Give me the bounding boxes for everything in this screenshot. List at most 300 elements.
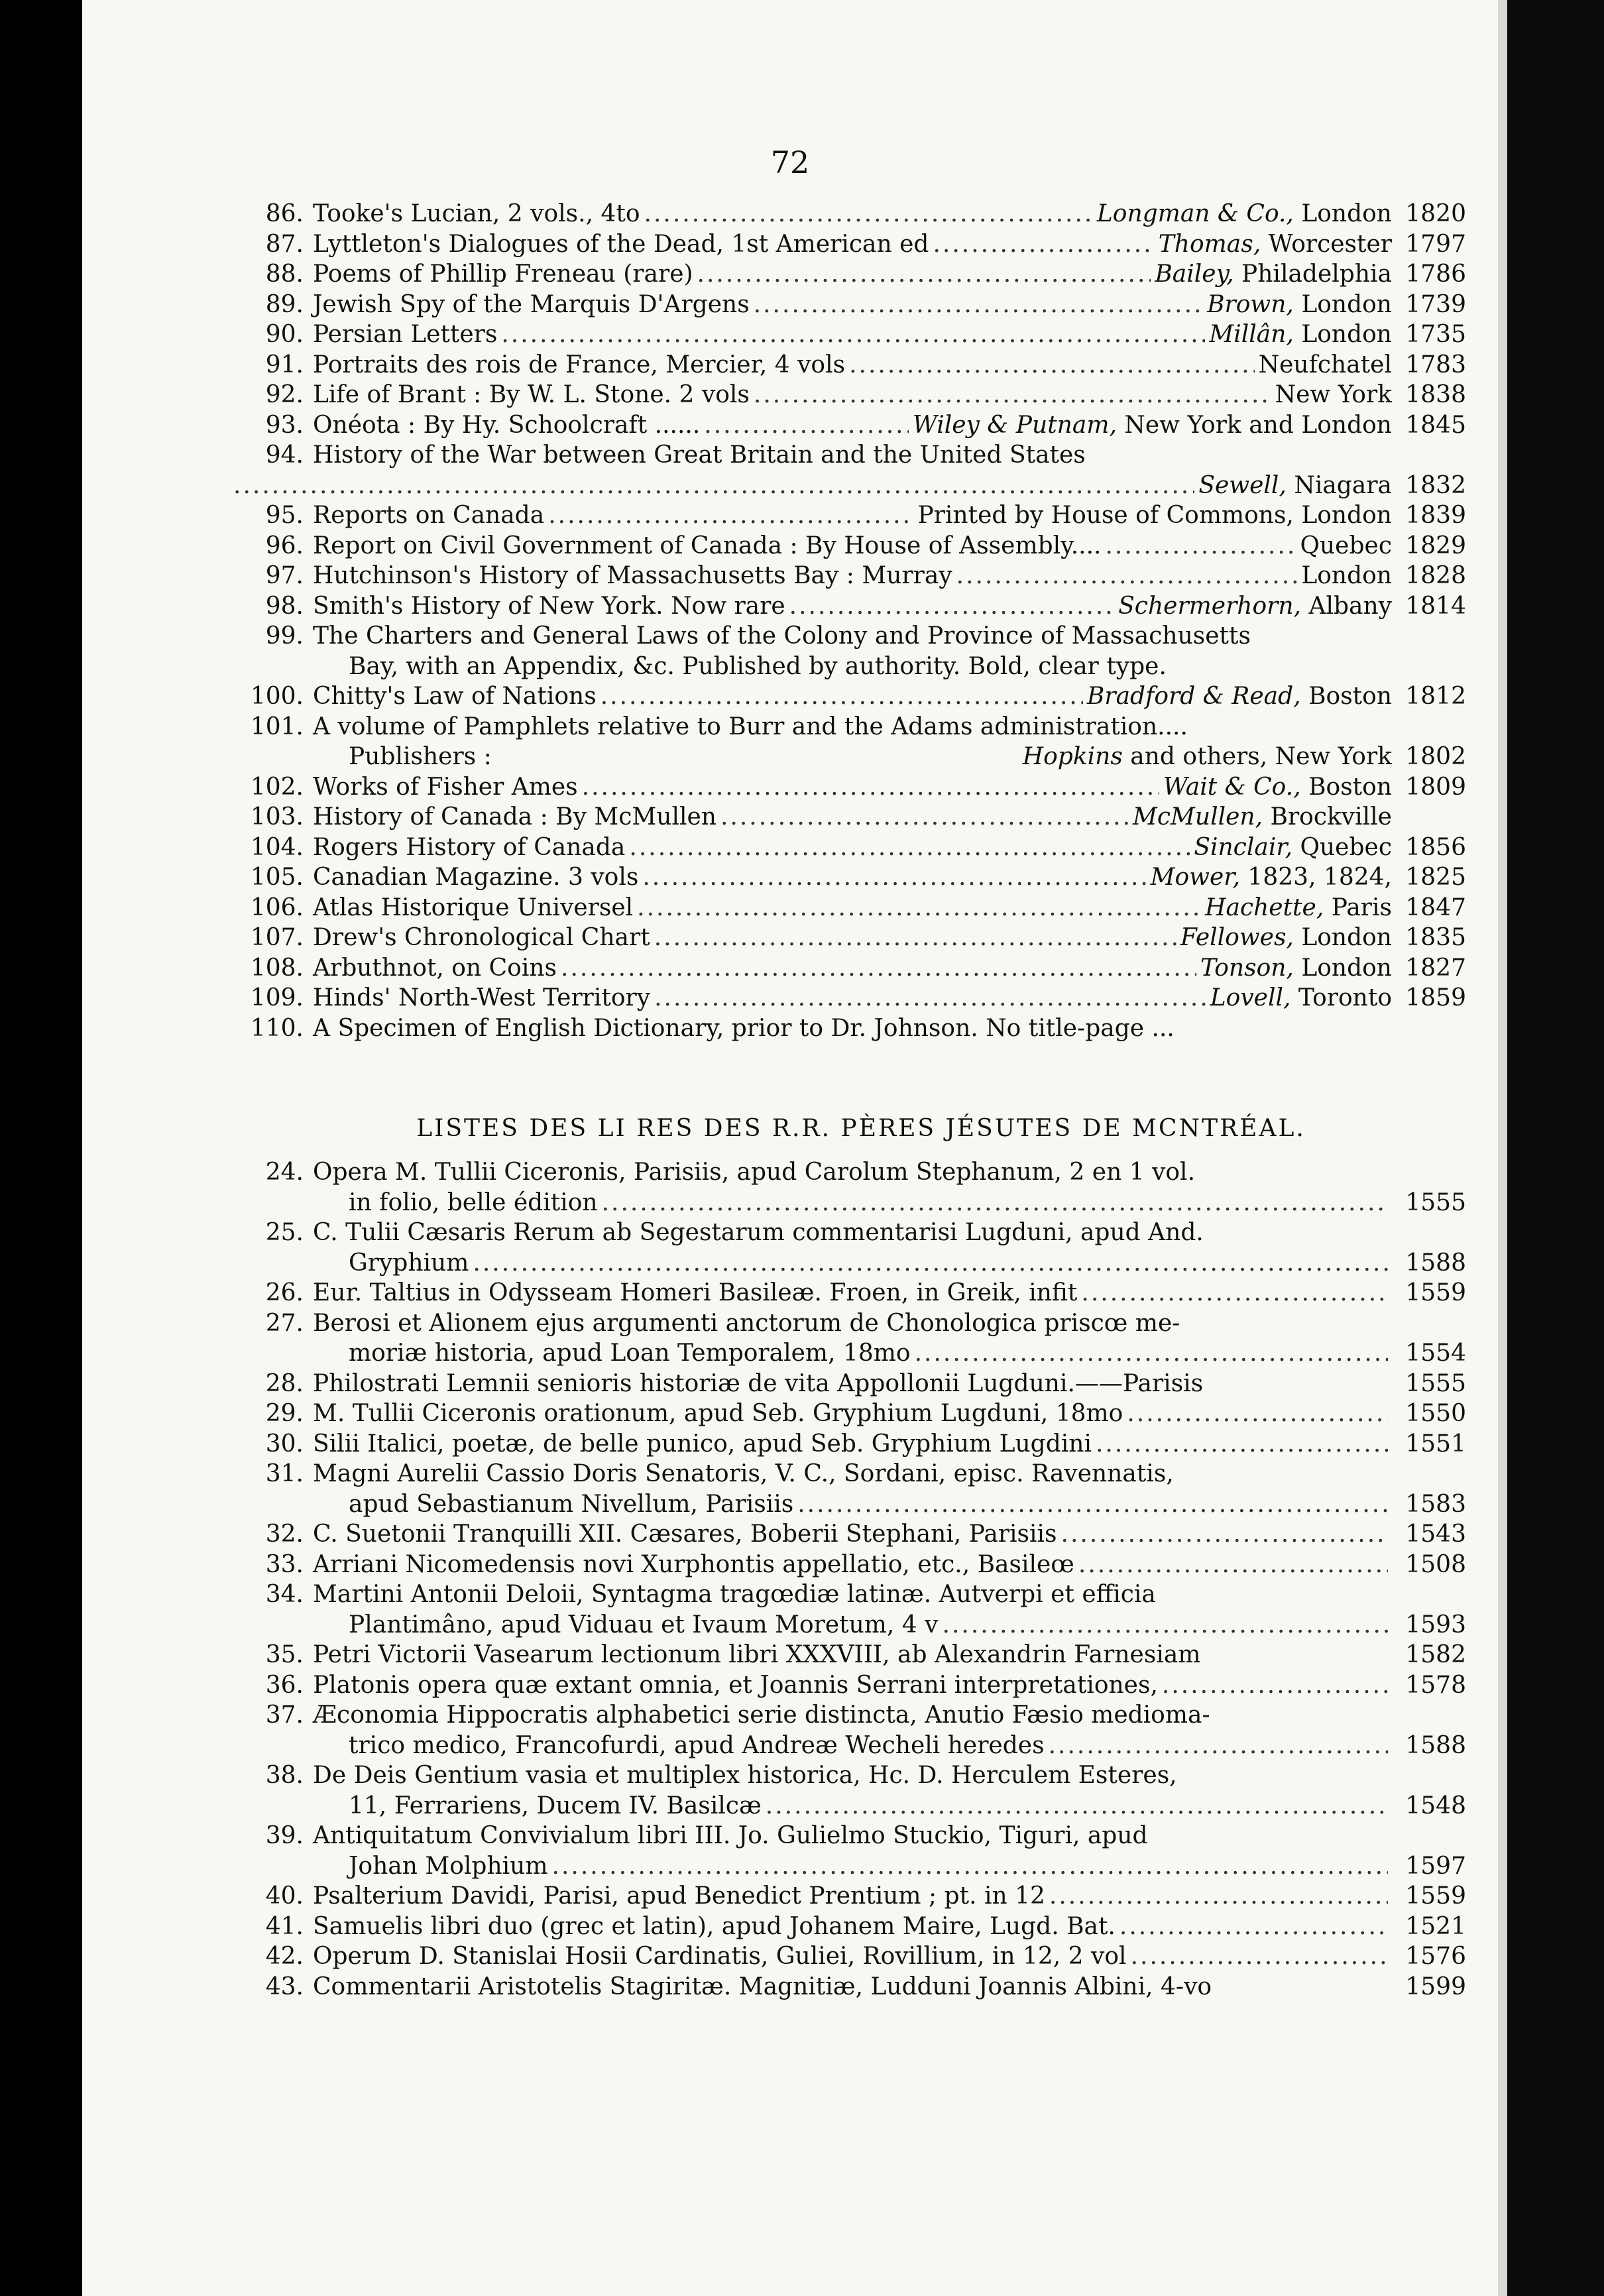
entry-title: Berosi et Alionem ejus argumenti anctorum de Chonologica priscœ me- <box>313 1309 1180 1337</box>
entry-year: 1550 <box>1405 1400 1466 1427</box>
publisher-place: Brockville <box>1263 803 1392 831</box>
entry-publisher <box>1180 923 1392 953</box>
entry-title: Magni Aurelii Cassio Doris Senatoris, V. C., Sordani, episc. Ravennatis, <box>313 1460 1174 1487</box>
list-entry <box>229 290 1466 320</box>
entry-number: 33. <box>265 1550 304 1578</box>
entry-publisher <box>1198 471 1392 501</box>
entry-title: trico medico, Francofurdi, apud Andreæ Wecheli heredes <box>349 1731 1045 1759</box>
entry-year: 1814 <box>1405 592 1466 620</box>
list-entry <box>229 1972 1466 2002</box>
entry-number: 106. <box>250 893 304 921</box>
entry-number: 92. <box>265 381 304 408</box>
dot-leader <box>849 350 1254 380</box>
entry-title: Bay, with an Appendix, &c. Published by authority. Bold, clear type. <box>349 652 1167 680</box>
publisher-place: 1823, 1824, <box>1239 864 1392 891</box>
dot-leader <box>654 983 1206 1013</box>
entry-title: Atlas Historique Universel <box>313 893 634 921</box>
dot-leader <box>561 953 1196 984</box>
entry-title: C. Suetonii Tranquilli XII. Cæsares, Boberii Stephani, Parisiis <box>313 1521 1057 1548</box>
entry-number: 100. <box>250 683 304 710</box>
dot-leader <box>956 561 1298 591</box>
entry-number: 86. <box>265 200 304 227</box>
entry-year: 1820 <box>1405 200 1466 227</box>
dot-leader <box>601 681 1083 712</box>
list-entry <box>229 561 1466 591</box>
list-entry <box>229 1941 1466 1972</box>
publisher-name: Tonson, <box>1200 954 1294 982</box>
scan-border <box>1498 0 1604 2296</box>
entry-title: Operum D. Stanislai Hosii Cardinatis, Guliei, Rovillium, in 12, 2 vol <box>313 1943 1127 1970</box>
entry-year: 1739 <box>1405 290 1466 318</box>
list-entry <box>229 1791 1466 1821</box>
entry-year: 1597 <box>1405 1852 1466 1880</box>
dot-leader <box>233 471 1194 501</box>
entry-title: Report on Civil Government of Canada : By House of Assembly.... <box>313 532 1102 559</box>
entry-number: 109. <box>250 984 304 1011</box>
dot-leader <box>1105 531 1296 561</box>
entry-year: 1838 <box>1405 381 1466 408</box>
entry-number: 41. <box>265 1912 304 1940</box>
entry-title: Reports on Canada <box>313 502 545 529</box>
entry-number: 26. <box>265 1279 304 1306</box>
entry-year: 1559 <box>1405 1882 1466 1910</box>
entry-title: Samuelis libri duo (grec et latin), apud Johanem Maire, Lugd. Bat. <box>313 1912 1116 1940</box>
entry-title: Commentarii Aristotelis Stagiritæ. Magnitiæ, Ludduni Joannis Albini, 4-vo <box>313 1973 1212 2000</box>
entry-title: C. Tulii Cæsaris Rerum ab Segestarum commentarisi Lugduni, apud And. <box>313 1219 1204 1246</box>
entry-title: Rogers History of Canada <box>313 833 626 861</box>
entry-publisher <box>1209 319 1392 350</box>
entry-year: 1578 <box>1405 1671 1466 1699</box>
publisher-name: McMullen, <box>1133 803 1263 831</box>
entry-year: 1828 <box>1405 562 1466 589</box>
entry-publisher <box>1210 983 1392 1013</box>
entry-title: The Charters and General Laws of the Colony and Province of Massachusetts <box>313 622 1251 650</box>
publisher-name: Wait & Co., <box>1163 773 1301 801</box>
entry-year: 1582 <box>1405 1641 1466 1668</box>
entry-number: 91. <box>265 351 304 378</box>
entry-year: 1827 <box>1405 954 1466 982</box>
publisher-name: Longman & Co., <box>1096 200 1294 227</box>
entry-year: 1797 <box>1405 230 1466 258</box>
list-entry <box>229 923 1466 953</box>
dot-leader <box>654 923 1176 953</box>
entry-number: 97. <box>265 562 304 589</box>
entry-number: 27. <box>265 1309 304 1337</box>
entry-title: Arbuthnot, on Coins <box>313 954 557 982</box>
dot-leader <box>1096 1429 1388 1460</box>
publisher-place: Printed by House of Commons, London <box>917 502 1392 529</box>
list-entry <box>229 410 1466 441</box>
entry-number: 38. <box>265 1762 304 1789</box>
dot-leader <box>637 893 1201 923</box>
entry-publisher <box>1259 350 1392 380</box>
entry-title: Martini Antonii Deloii, Syntagma tragœdiæ latinæ. Autverpi et efficia <box>313 1581 1156 1608</box>
entry-title: Tooke's Lucian, 2 vols., 4to <box>313 200 640 227</box>
list-entry <box>229 1459 1466 1489</box>
entry-publisher <box>917 500 1392 531</box>
dot-leader <box>704 410 909 441</box>
list-entry <box>229 1700 1466 1731</box>
entry-year: 1599 <box>1405 1973 1466 2000</box>
entry-title: Persian Letters <box>313 321 498 348</box>
list-entry <box>229 440 1466 471</box>
list-entry <box>229 802 1466 832</box>
entry-year: 1783 <box>1405 351 1466 378</box>
entry-publisher <box>1151 862 1392 893</box>
entry-number: 25. <box>265 1219 304 1246</box>
entry-title: Smith's History of New York. Now rare <box>313 592 785 620</box>
entry-title: Jewish Spy of the Marquis D'Argens <box>313 290 750 318</box>
entry-title: apud Sebastianum Nivellum, Parisiis <box>349 1490 794 1518</box>
list-entry <box>229 681 1466 712</box>
dot-leader <box>1049 1881 1388 1912</box>
publisher-place: Neufchatel <box>1258 351 1392 378</box>
entry-publisher <box>913 410 1392 441</box>
entry-publisher <box>1200 953 1392 984</box>
entry-year: 1829 <box>1405 532 1466 559</box>
entry-number: 103. <box>250 803 304 831</box>
entry-number: 102. <box>250 773 304 801</box>
entry-title: 11, Ferrariens, Ducem IV. Basilcæ <box>349 1792 762 1819</box>
publisher-name: Wiley & Putnam, <box>912 411 1117 439</box>
list-entry <box>229 862 1466 893</box>
list-entry <box>229 893 1466 923</box>
publisher-name: Hopkins <box>1022 743 1123 770</box>
publisher-place: Albany <box>1301 592 1392 620</box>
list-entry <box>229 1188 1466 1218</box>
publisher-name: Schermerhorn, <box>1118 592 1301 620</box>
dot-leader <box>1162 1670 1388 1701</box>
entry-number: 93. <box>265 411 304 439</box>
entry-number: 94. <box>265 441 304 469</box>
entry-title: Philostrati Lemnii senioris historiæ de vita Appollonii Lugduni.——Parisis <box>313 1369 1204 1397</box>
publisher-name: Thomas, <box>1158 230 1261 258</box>
list-entry <box>229 1248 1466 1279</box>
dot-leader <box>582 772 1159 803</box>
entry-publisher <box>1087 681 1392 712</box>
publisher-place: Worcester <box>1261 230 1392 258</box>
publisher-place: Quebec <box>1300 532 1392 559</box>
entry-title: Works of Fisher Ames <box>313 773 578 801</box>
entry-title: History of the War between Great Britain and the United States <box>313 441 1086 469</box>
entry-title: Silii Italici, poetæ, de belle punico, apud Seb. Gryphium Lugdini <box>313 1430 1092 1458</box>
publisher-place: Niagara <box>1286 471 1392 499</box>
entry-number: 95. <box>265 502 304 529</box>
entry-number: 89. <box>265 290 304 318</box>
entry-title: De Deis Gentium vasia et multiplex historica, Hc. D. Herculem Esteres, <box>313 1762 1177 1789</box>
entry-number: 43. <box>265 1973 304 2000</box>
list-entry <box>229 259 1466 290</box>
entry-year: 1543 <box>1405 1521 1466 1548</box>
entry-number: 88. <box>265 260 304 288</box>
entry-title: Lyttleton's Dialogues of the Dead, 1st American ed <box>313 230 929 258</box>
publisher-place: New York and London <box>1116 411 1392 439</box>
entry-publisher <box>1163 772 1392 803</box>
entry-title: Life of Brant : By W. L. Stone. 2 vols <box>313 381 750 408</box>
list-entry <box>229 832 1466 863</box>
dot-leader <box>915 1338 1388 1369</box>
publisher-place: New York <box>1275 381 1392 408</box>
publisher-place: Boston <box>1300 683 1392 710</box>
list-entry <box>229 319 1466 350</box>
list-entry <box>229 1670 1466 1701</box>
list-entry <box>229 1429 1466 1460</box>
facing-page-edge <box>1498 0 1507 2296</box>
entry-year: 1508 <box>1405 1550 1466 1578</box>
dot-leader <box>548 500 913 531</box>
entry-year: 1812 <box>1405 683 1466 710</box>
entry-publisher <box>1097 199 1392 229</box>
entry-number: 31. <box>265 1460 304 1487</box>
entry-number: 42. <box>265 1943 304 1970</box>
entry-title: Drew's Chronological Chart <box>313 924 650 951</box>
entry-title: Publishers : <box>349 743 492 770</box>
dot-leader <box>1131 1941 1388 1972</box>
entry-publisher <box>1207 290 1392 320</box>
entry-year: 1845 <box>1405 411 1466 439</box>
list-entry <box>229 471 1466 501</box>
entry-title: Antiquitatum Convivialum libri III. Jo. Gulielmo Stuckio, Tiguri, apud <box>313 1822 1148 1849</box>
list-entry <box>229 531 1466 561</box>
entry-number: 24. <box>265 1159 304 1186</box>
entry-number: 104. <box>250 833 304 861</box>
dot-leader <box>943 1610 1388 1640</box>
entry-number: 35. <box>265 1641 304 1668</box>
entry-publisher <box>1133 802 1392 832</box>
entry-title: A Specimen of English Dictionary, prior to Dr. Johnson. No title-page ... <box>313 1014 1174 1042</box>
entry-year: 1551 <box>1405 1430 1466 1458</box>
entry-number: 34. <box>265 1581 304 1608</box>
list-entry <box>229 1369 1466 1399</box>
entry-title: Opera M. Tullii Ciceronis, Parisiis, apud Carolum Stephanum, 2 en 1 vol. <box>313 1159 1196 1186</box>
entry-year: 1559 <box>1405 1279 1466 1306</box>
dot-leader <box>697 259 1151 290</box>
entry-year: 1555 <box>1405 1369 1466 1397</box>
entry-publisher <box>1023 742 1392 772</box>
entry-title: Petri Victorii Vasearum lectionum libri XXXVIII, ab Alexandrin Farnesiam <box>313 1641 1201 1668</box>
entry-number: 99. <box>265 622 304 650</box>
entry-title: Portraits des rois de France, Mercier, 4 vols <box>313 351 846 378</box>
entry-publisher <box>1194 832 1392 863</box>
entry-title: Gryphium <box>349 1249 469 1277</box>
entry-publisher <box>1300 531 1392 561</box>
dot-leader <box>629 832 1190 863</box>
publisher-name: Millân, <box>1209 321 1294 348</box>
dot-leader <box>501 319 1205 350</box>
list-entry <box>229 1338 1466 1369</box>
list-entry <box>229 500 1466 531</box>
entry-number: 37. <box>265 1701 304 1729</box>
publisher-place: London <box>1293 924 1392 951</box>
dot-leader <box>797 1489 1388 1520</box>
list-entry <box>229 229 1466 260</box>
page-number: 72 <box>770 144 810 180</box>
entry-title: Psalterium Davidi, Parisi, apud Benedict Prentium ; pt. in 12 <box>313 1882 1045 1910</box>
list-entry <box>229 591 1466 622</box>
entry-number: 105. <box>250 864 304 891</box>
dot-leader <box>1078 1550 1388 1580</box>
list-entry <box>229 350 1466 380</box>
entry-year: 1859 <box>1405 984 1466 1011</box>
entry-title: Æconomia Hippocratis alphabetici serie distincta, Anutio Fæsio medioma- <box>313 1701 1210 1729</box>
entry-year: 1576 <box>1405 1943 1466 1970</box>
entry-number: 32. <box>265 1521 304 1548</box>
list-entry <box>229 652 1466 682</box>
dot-leader <box>1081 1278 1388 1308</box>
entry-title: Arriani Nicomedensis novi Xurphontis appellatio, etc., Basileœ <box>313 1550 1074 1578</box>
publisher-name: Fellowes, <box>1180 924 1294 951</box>
publisher-place: Toronto <box>1290 984 1392 1011</box>
list-entry <box>229 1157 1466 1188</box>
publisher-place: London <box>1293 954 1392 982</box>
book-list-section <box>229 199 1466 1043</box>
dot-leader <box>473 1248 1388 1279</box>
dot-leader <box>766 1791 1388 1821</box>
dot-leader <box>1061 1519 1389 1550</box>
entry-number: 87. <box>265 230 304 258</box>
entry-publisher <box>1159 229 1392 260</box>
list-entry <box>229 1760 1466 1791</box>
publisher-name: Lovell, <box>1210 984 1291 1011</box>
entry-title: Hinds' North-West Territory <box>313 984 651 1011</box>
entry-year: 1835 <box>1405 924 1466 951</box>
entry-year: 1735 <box>1405 321 1466 348</box>
dot-leader <box>1127 1399 1388 1429</box>
jesuit-book-list <box>229 1157 1466 2002</box>
entry-title: moriæ historia, apud Loan Temporalem, 18mo <box>349 1340 911 1367</box>
entry-publisher <box>1118 591 1392 622</box>
list-entry <box>229 1278 1466 1308</box>
entry-year: 1832 <box>1405 471 1466 499</box>
publisher-place: Quebec <box>1292 833 1392 861</box>
book-page <box>82 0 1498 2296</box>
list-entry <box>229 1610 1466 1640</box>
publisher-name: Bailey, <box>1155 260 1234 288</box>
entry-publisher <box>1301 561 1392 591</box>
entry-number: 40. <box>265 1882 304 1910</box>
list-entry <box>229 983 1466 1013</box>
list-entry <box>229 1218 1466 1248</box>
list-entry <box>229 1851 1466 1882</box>
list-entry <box>229 1550 1466 1580</box>
list-entry <box>229 380 1466 410</box>
publisher-name: Brown, <box>1207 290 1294 318</box>
publisher-place: London <box>1293 200 1392 227</box>
dot-leader <box>754 380 1271 410</box>
entry-number: 90. <box>265 321 304 348</box>
entry-number: 30. <box>265 1430 304 1458</box>
entry-year: 1839 <box>1405 502 1466 529</box>
entry-title: History of Canada : By McMullen <box>313 803 716 831</box>
list-entry <box>229 953 1466 984</box>
entry-number: 96. <box>265 532 304 559</box>
list-entry <box>229 1519 1466 1550</box>
list-entry <box>229 1821 1466 1851</box>
section-heading: LISTES DES LI RES DES R.R. PÈRES JÉSUTES DE MCNTRÉAL. <box>416 1115 1306 1142</box>
entry-number: 108. <box>250 954 304 982</box>
dot-leader <box>933 229 1154 260</box>
list-entry <box>229 199 1466 229</box>
publisher-name: Sinclair, <box>1194 833 1293 861</box>
list-entry <box>229 1731 1466 1761</box>
dot-leader <box>552 1851 1389 1882</box>
entry-year: 1521 <box>1405 1912 1466 1940</box>
list-entry <box>229 1013 1466 1044</box>
entry-year: 1856 <box>1405 833 1466 861</box>
publisher-place: Boston <box>1300 773 1392 801</box>
entry-publisher <box>1155 259 1392 290</box>
entry-year: 1802 <box>1405 743 1466 770</box>
entry-year: 1825 <box>1405 864 1466 891</box>
entry-number: 101. <box>250 713 304 740</box>
publisher-name: Bradford & Read, <box>1086 683 1301 710</box>
jesuit-book-list-section <box>229 1100 1466 2002</box>
entry-year: 1786 <box>1405 260 1466 288</box>
dot-leader <box>1119 1912 1388 1942</box>
list-entry <box>229 1579 1466 1610</box>
dot-leader <box>642 862 1146 893</box>
list-entry <box>229 1489 1466 1520</box>
publisher-place: Philadelphia <box>1233 260 1392 288</box>
entry-title: M. Tullii Ciceronis orationum, apud Seb. Gryphium Lugduni, 18mo <box>313 1400 1123 1427</box>
dot-leader <box>644 199 1093 229</box>
entry-title: Johan Molphium <box>349 1852 548 1880</box>
entry-year: 1583 <box>1405 1490 1466 1518</box>
list-entry <box>229 621 1466 652</box>
entry-title: in folio, belle édition <box>349 1188 598 1216</box>
entry-year: 1847 <box>1405 893 1466 921</box>
publisher-place: London <box>1301 562 1392 589</box>
entry-publisher <box>1275 380 1392 410</box>
dot-leader <box>789 591 1114 622</box>
entry-title: Platonis opera quæ extant omnia, et Joannis Serrani interpretationes, <box>313 1671 1158 1699</box>
entry-title: A volume of Pamphlets relative to Burr and the Adams administration.... <box>313 713 1188 740</box>
list-entry <box>229 742 1466 772</box>
entry-title: Plantimâno, apud Viduau et Ivaum Moretum, 4 v <box>349 1611 939 1638</box>
entry-number: 107. <box>250 924 304 951</box>
entry-title: Eur. Taltius in Odysseam Homeri Basileæ. Froen, in Greik, infit <box>313 1279 1078 1306</box>
dot-leader <box>720 802 1129 832</box>
list-entry <box>229 1881 1466 1912</box>
publisher-place: London <box>1293 321 1392 348</box>
entry-publisher <box>1205 893 1392 923</box>
list-entry <box>229 1399 1466 1429</box>
entry-year: 1548 <box>1405 1792 1466 1819</box>
publisher-place: and others, New York <box>1122 743 1392 770</box>
list-entry <box>229 712 1466 742</box>
entry-number: 28. <box>265 1369 304 1397</box>
entry-title: Poems of Phillip Freneau (rare) <box>313 260 693 288</box>
entry-year: 1588 <box>1405 1731 1466 1759</box>
entry-title: Hutchinson's History of Massachusetts Bay : Murray <box>313 562 952 589</box>
entry-number: 110. <box>250 1014 304 1042</box>
list-entry <box>229 772 1466 803</box>
dot-leader <box>602 1188 1388 1218</box>
entry-number: 39. <box>265 1822 304 1849</box>
entry-year: 1554 <box>1405 1340 1466 1367</box>
entry-number: 36. <box>265 1671 304 1699</box>
entry-title: Canadian Magazine. 3 vols <box>313 864 639 891</box>
entry-year: 1593 <box>1405 1611 1466 1638</box>
publisher-name: Mower, <box>1150 864 1240 891</box>
list-entry <box>229 1912 1466 1942</box>
publisher-place: London <box>1293 290 1392 318</box>
entry-number: 29. <box>265 1400 304 1427</box>
entry-title: Onéota : By Hy. Schoolcraft ...... <box>313 411 701 439</box>
entry-year: 1809 <box>1405 773 1466 801</box>
entry-year: 1555 <box>1405 1188 1466 1216</box>
entry-title: Chitty's Law of Nations <box>313 683 597 710</box>
